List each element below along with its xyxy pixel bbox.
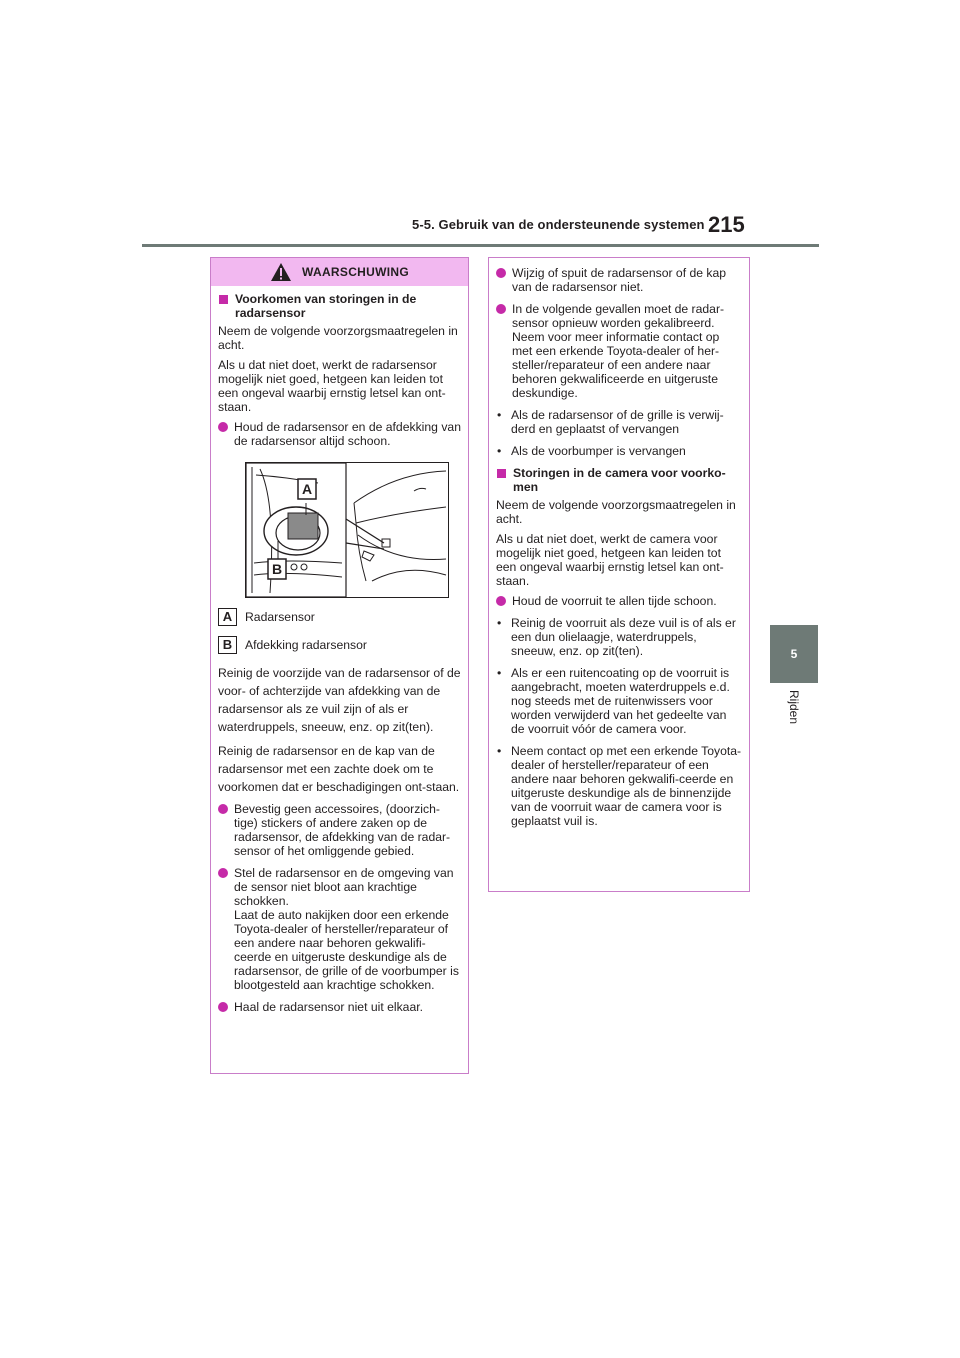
list-item xyxy=(496,266,742,294)
chapter-tab xyxy=(770,625,818,683)
header-rule xyxy=(142,244,819,247)
bullet-line: Stel de radarsensor en de omgeving van de sensor niet bloot aan krachtige schokken. xyxy=(234,866,454,908)
chapter-label: Rijden xyxy=(787,690,801,725)
warning-heading xyxy=(496,466,742,494)
figure-label-a: A xyxy=(301,481,313,497)
sub-text: Neem contact op met een erkende Toyota-dealer of hersteller/reparateur of een andere naar behoren gekwalifi-ceerde en uitgeruste deskundige als de binnenzijde van de voorruit waar de camera voor is geplaatst vuil is. xyxy=(511,744,742,828)
car-front-illustration xyxy=(246,463,448,597)
list-item xyxy=(218,420,461,448)
sub-marker: • xyxy=(497,616,502,630)
list-item xyxy=(218,802,461,858)
heading-text: Voorkomen van storingen in de radarsensor xyxy=(235,292,417,320)
radar-sensor-illustration xyxy=(245,462,449,598)
sub-text: Reinig de voorruit als deze vuil is of als er een dun olielaagje, waterdruppels, sneeuw, enz. op zit(ten). xyxy=(511,616,736,658)
warning-box-continued xyxy=(488,257,750,892)
circle-bullet-icon xyxy=(218,868,228,878)
circle-bullet-icon xyxy=(496,596,506,606)
bullet-text: Haal de radarsensor niet uit elkaar. xyxy=(234,1000,424,1014)
circle-bullet-icon xyxy=(218,804,228,814)
sub-text: Als de voorbumper is vervangen xyxy=(511,444,686,458)
figure-label-b: B xyxy=(271,561,283,577)
sub-marker: • xyxy=(497,744,502,758)
sub-item xyxy=(496,444,742,458)
bullet-line: Neem voor meer informatie contact op met een erkende Toyota-dealer of her-steller/reparateur of een andere naar behoren gekwalificeerde en uitgeruste deskundige. xyxy=(512,330,720,400)
sub-marker: • xyxy=(497,408,502,422)
circle-bullet-icon xyxy=(496,268,506,278)
square-bullet-icon xyxy=(219,295,228,304)
label-b-badge: B xyxy=(218,636,237,654)
intro-text: Als u dat niet doet, werkt de radarsensor mogelijk niet goed, hetgeen kan leiden tot een ongeval waarbij ernstig letsel kan ont-staan. xyxy=(218,358,446,414)
warning-triangle-icon xyxy=(270,262,292,282)
list-item xyxy=(496,594,742,608)
legend-text: Radarsensor xyxy=(245,610,315,624)
chapter-number: 5 xyxy=(790,647,798,661)
sub-item xyxy=(496,616,742,658)
list-item xyxy=(496,302,742,400)
sub-text: Als de radarsensor of de grille is verwij-derd en geplaatst of vervangen xyxy=(511,408,724,436)
list-item xyxy=(218,1000,461,1014)
sub-marker: • xyxy=(497,666,502,680)
warning-header xyxy=(211,258,468,286)
bullet-text: Bevestig geen accessoires, (doorzich-tige) stickers of andere zaken op de radarsensor, de afdekking van de radar-sensor of het omliggende gebied. xyxy=(234,802,451,858)
label-a-badge: A xyxy=(218,608,237,626)
intro-text: Als u dat niet doet, werkt de camera voor mogelijk niet goed, hetgeen kan leiden tot een ongeval waarbij ernstig letsel kan ont-staan. xyxy=(496,532,724,588)
bullet-text: Houd de radarsensor en de afdekking van de radarsensor altijd schoon. xyxy=(234,420,461,448)
intro-text: Neem de volgende voorzorgsmaatregelen in acht. xyxy=(218,324,458,352)
list-item xyxy=(218,866,461,992)
warning-heading xyxy=(218,292,461,320)
page-number: 215 xyxy=(708,212,745,237)
sub-item xyxy=(496,408,742,436)
heading-text: Storingen in de camera voor voorko-men xyxy=(513,466,726,494)
bullet-text: Houd de voorruit te allen tijde schoon. xyxy=(512,594,717,608)
bullet-text xyxy=(512,302,742,400)
bullet-line: In de volgende gevallen moet de radar-sensor opnieuw worden gekalibreerd. xyxy=(512,302,725,330)
bullet-text: Wijzig of spuit de radarsensor of de kap van de radarsensor niet. xyxy=(512,266,727,294)
legend-text: Afdekking radarsensor xyxy=(245,638,367,652)
sub-marker: • xyxy=(497,444,502,458)
sub-text: Als er een ruitencoating op de voorruit is aangebracht, moeten waterdruppels e.d. nog steeds met de ruitenwissers voor worden verwijderd van het gedeelte van de voorruit vóór de camera voor. xyxy=(511,666,730,736)
circle-bullet-icon xyxy=(218,1002,228,1012)
paragraph: Reinig de radarsensor en de kap van de radarsensor met een zachte doek om te voorkomen dat er beschadigingen ont-staan. xyxy=(218,744,460,794)
circle-bullet-icon xyxy=(218,422,228,432)
sub-item xyxy=(496,666,742,736)
sub-item xyxy=(496,744,742,828)
circle-bullet-icon xyxy=(496,304,506,314)
bullet-line: Laat de auto nakijken door een erkende Toyota-dealer of hersteller/reparateur of een andere naar behoren gekwalifi-ceerde en uitgeruste deskundige als de radarsensor, de grille of de voorbumper is blootgesteld aan krachtige schokken. xyxy=(234,908,459,992)
warning-box xyxy=(210,257,469,1074)
square-bullet-icon xyxy=(497,469,506,478)
bullet-text xyxy=(234,866,461,992)
warning-title: WAARSCHUWING xyxy=(302,265,409,279)
legend-item-b xyxy=(218,636,461,654)
section-title: 5-5. Gebruik van de ondersteunende systemen xyxy=(412,217,705,232)
paragraph: Reinig de voorzijde van de radarsensor of de voor- of achterzijde van afdekking van de radarsensor als ze vuil zijn of als er waterdruppels, sneeuw, enz. op zit(ten). xyxy=(218,666,461,734)
legend-item-a xyxy=(218,608,461,626)
intro-text: Neem de volgende voorzorgsmaatregelen in acht. xyxy=(496,498,736,526)
